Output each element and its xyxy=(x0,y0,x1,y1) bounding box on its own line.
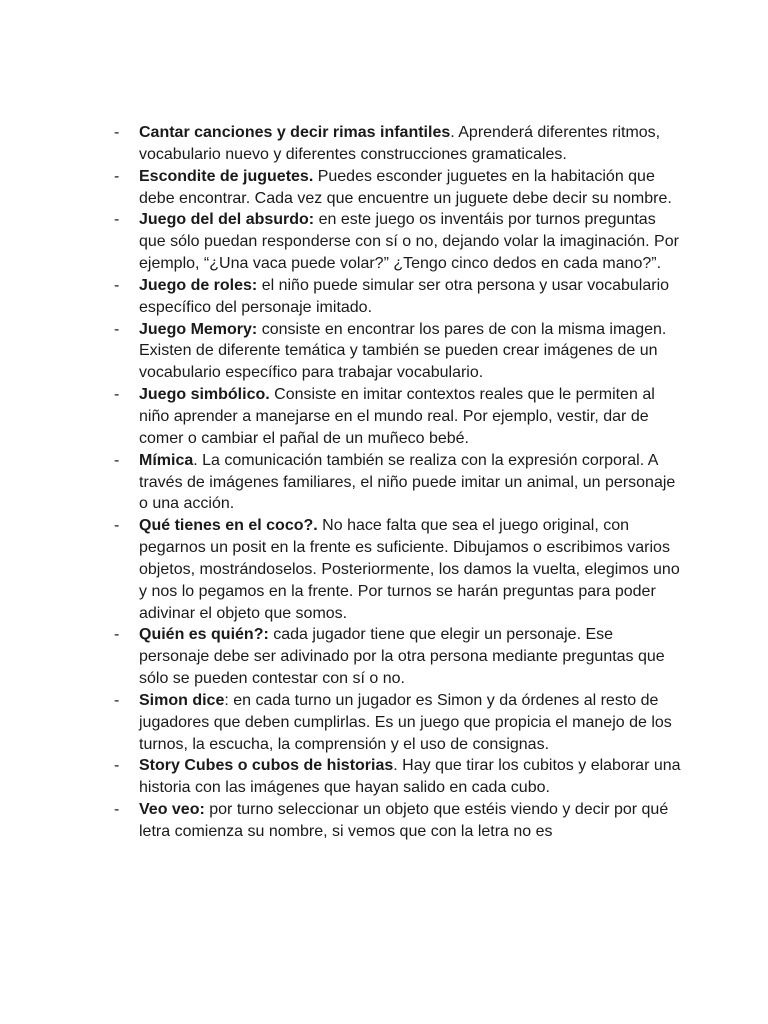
item-description: . Hay que tirar los cubitos y elaborar una historia con las imágenes que hayan salido en cada cubo. xyxy=(139,757,681,797)
item-description: . La comunicación también se realiza con la expresión corporal. A través de imágenes familiares, el niño puede imitar un animal, un personaje o una acción. xyxy=(139,451,676,513)
list-item xyxy=(112,275,682,319)
item-term: Juego simbólico. xyxy=(139,386,270,404)
item-description: en este juego os inventáis por turnos preguntas que sólo puedan responderse con sí o no, dejando volar la imaginación. Por ejemplo, “¿Una vaca puede volar?” ¿Tengo cinco dedos en cada mano?”. xyxy=(139,211,679,273)
item-description: Puedes esconder juguetes en la habitación que debe encontrar. Cada vez que encuentre un juguete debe decir su nombre. xyxy=(139,167,672,207)
item-term: Simon dice xyxy=(139,691,225,709)
item-description: consiste en encontrar los pares de con la misma imagen. Existen de diferente temática y también se pueden crear imágenes de un vocabulario específico para trabajar vocabulario. xyxy=(139,320,667,382)
item-term: Quién es quién?: xyxy=(139,626,269,644)
item-description: : en cada turno un jugador es Simon y da órdenes al resto de jugadores que deben cumplirlas. Es un juego que propicia el manejo de los turnos, la escucha, la comprensión y el uso de consignas. xyxy=(139,691,672,753)
list-bullet: - xyxy=(114,801,120,819)
item-term: Escondite de juguetes. xyxy=(139,167,314,185)
item-description: el niño puede simular ser otra persona y usar vocabulario específico del personaje imitado. xyxy=(139,276,670,316)
list-item xyxy=(112,450,682,516)
list-bullet: - xyxy=(114,517,120,535)
list-item xyxy=(112,624,682,690)
item-description: por turno seleccionar un objeto que estéis viendo y decir por qué letra comienza su nombre, si vemos que con la letra no es xyxy=(139,801,669,840)
item-term: Juego de roles: xyxy=(139,276,258,294)
item-term: Veo veo: xyxy=(139,801,205,819)
item-term: Story Cubes o cubos de historias xyxy=(139,757,394,775)
list-bullet: - xyxy=(114,320,120,338)
item-description: . Aprenderá diferentes ritmos, vocabulario nuevo y diferentes construcciones gramaticales. xyxy=(139,124,661,163)
item-description: No hace falta que sea el juego original, con pegarnos un posit en la frente es suficiente. Dibujamos o escribimos varios objetos, mostrándoselos. Posteriormente, los damos la vuelta, elegimos uno y nos lo pegamos en la frente. Por turnos se harán preguntas para poder adivinar el objeto que somos. xyxy=(139,517,680,622)
list-item xyxy=(112,122,682,166)
item-description: Consiste en imitar contextos reales que le permiten al niño aprender a manejarse en el mundo real. Por ejemplo, vestir, dar de comer o cambiar el pañal de un muñeco bebé. xyxy=(139,386,655,447)
list-item xyxy=(112,755,682,799)
list-bullet: - xyxy=(114,626,120,644)
list-bullet: - xyxy=(114,276,120,294)
list-item xyxy=(112,799,682,843)
list-bullet: - xyxy=(114,124,120,141)
games-list xyxy=(112,122,682,843)
item-term: Cantar canciones y decir rimas infantiles xyxy=(139,124,451,141)
item-term: Qué tienes en el coco?. xyxy=(139,517,318,535)
list-bullet: - xyxy=(114,691,120,709)
list-bullet: - xyxy=(114,757,120,775)
item-term: Juego Memory: xyxy=(139,320,258,338)
item-term: Juego del del absurdo: xyxy=(139,211,315,229)
list-bullet: - xyxy=(114,167,120,185)
list-item xyxy=(112,209,682,275)
list-bullet: - xyxy=(114,211,120,229)
list-item xyxy=(112,515,682,624)
list-item xyxy=(112,166,682,210)
list-item xyxy=(112,690,682,756)
list-item xyxy=(112,384,682,450)
list-item xyxy=(112,319,682,385)
list-bullet: - xyxy=(114,386,120,404)
list-bullet: - xyxy=(114,451,120,469)
item-term: Mímica xyxy=(139,451,194,469)
item-description: cada jugador tiene que elegir un personaje. Ese personaje debe ser adivinado por la otra persona mediante preguntas que sólo se pueden contestar con sí o no. xyxy=(139,626,665,688)
